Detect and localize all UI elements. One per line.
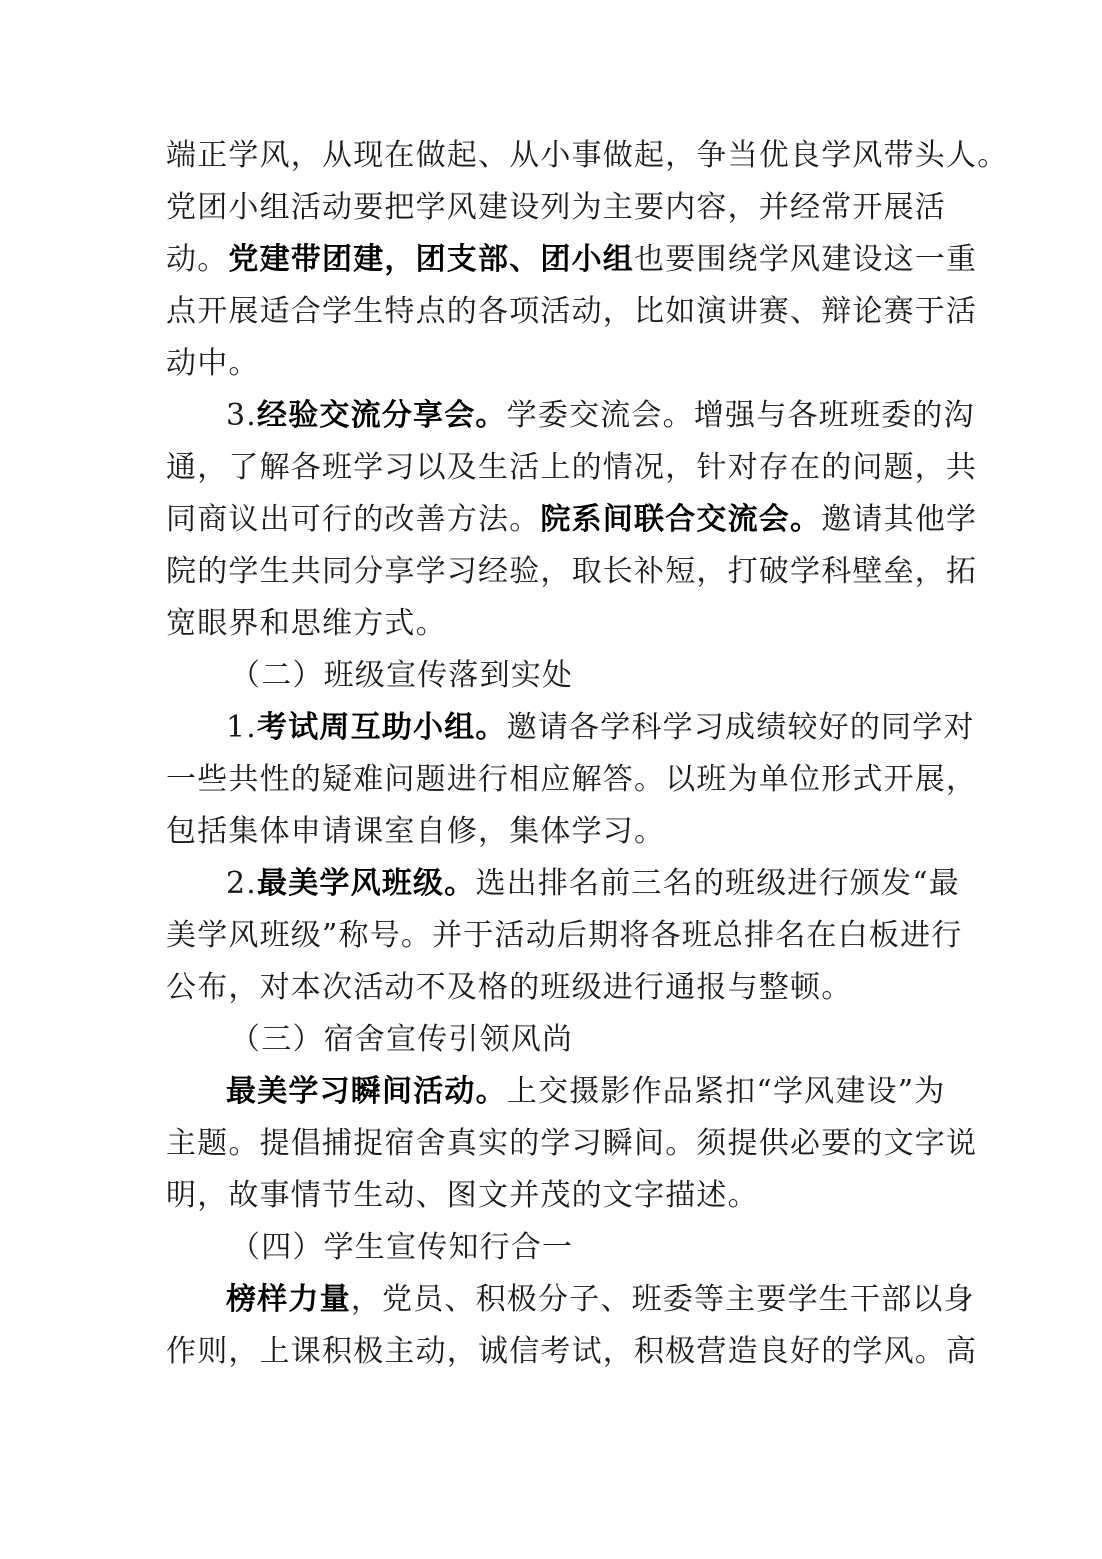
line-text: 邀请各学科学习成绩较好的同学对 — [506, 710, 975, 745]
text-line — [166, 338, 938, 390]
bold-phrase: 考试周互助小组。 — [257, 710, 507, 745]
section-heading — [166, 1222, 938, 1274]
bold-phrase: 最美学风班级。 — [257, 866, 476, 901]
line-text: 选出排名前三名的班级进行颁发“最 — [475, 866, 960, 901]
line-text: 公布，对本次活动不及格的班级进行通报与整顿。 — [166, 970, 853, 1005]
line-text: 同商议出可行的改善方法。 — [166, 502, 541, 537]
line-text: 宽眼界和思维方式。 — [166, 606, 447, 641]
paragraph-first-line — [166, 1274, 975, 1326]
text-line — [166, 754, 978, 806]
line-text: 通，了解各班学习以及生活上的情况，针对存在的问题，共 — [166, 450, 978, 485]
bold-phrase: 最美学习瞬间活动。 — [226, 1074, 507, 1109]
line-text: 院的学生共同分享学习经验，取长补短，打破学科壁垒，拓 — [166, 554, 978, 589]
text-line — [166, 1326, 978, 1378]
document-body — [166, 130, 1009, 1378]
line-text: 也要围绕学风建设这一重 — [634, 242, 978, 277]
line-text: 学委交流会。增强与各班班委的沟 — [506, 398, 975, 433]
line-text: 作则，上课积极主动，诚信考试，积极营造良好的学风。高 — [166, 1334, 978, 1369]
line-text: 包括集体申请课室自修，集体学习。 — [166, 814, 666, 849]
text-line — [166, 494, 978, 546]
text-line — [166, 130, 1009, 182]
section-heading — [166, 650, 938, 702]
paragraph-first-line — [166, 390, 975, 442]
bold-phrase: 榜样力量 — [226, 1282, 351, 1317]
paragraph-first-line — [166, 1066, 946, 1118]
line-text: ，党员、积极分子、班委等主要学生干部以身 — [350, 1282, 975, 1317]
line-text: 邀请其他学 — [821, 502, 978, 537]
heading-text: （三）宿舍宣传引领风尚 — [230, 1022, 574, 1057]
text-line — [166, 962, 938, 1014]
section-heading — [166, 1014, 938, 1066]
text-line — [166, 442, 978, 494]
line-text: 美学风班级”称号。并于活动后期将各班总排名在白板进行 — [166, 918, 963, 953]
line-text: 端正学风，从现在做起、从小事做起，争当优良学风带头人。 — [166, 138, 1009, 173]
line-text: 一些共性的疑难问题进行相应解答。以班为单位形式开展， — [166, 762, 978, 797]
bold-phrase: 经验交流分享会。 — [257, 398, 507, 433]
text-line — [166, 1118, 978, 1170]
line-text: 上交摄影作品紧扣“学风建设”为 — [506, 1074, 946, 1109]
text-line — [166, 234, 978, 286]
line-text: 动中。 — [166, 346, 260, 381]
line-text: 主题。提倡捕捉宿舍真实的学习瞬间。须提供必要的文字说 — [166, 1126, 978, 1161]
paragraph-first-line — [166, 858, 960, 910]
list-number: 2. — [226, 866, 258, 901]
bold-phrase: 院系间联合交流会。 — [540, 502, 822, 537]
text-line — [166, 286, 978, 338]
heading-text: （四）学生宣传知行合一 — [230, 1230, 574, 1265]
paragraph-first-line — [166, 702, 975, 754]
line-text: 党团小组活动要把学风建设列为主要内容，并经常开展活 — [166, 190, 946, 225]
text-line — [166, 546, 978, 598]
line-text: 点开展适合学生特点的各项活动，比如演讲赛、辩论赛于活 — [166, 294, 978, 329]
text-line — [166, 910, 963, 962]
heading-text: （二）班级宣传落到实处 — [230, 658, 574, 693]
list-number: 1. — [226, 710, 258, 745]
list-number: 3. — [226, 398, 258, 433]
line-text: 明，故事情节生动、图文并茂的文字描述。 — [166, 1178, 759, 1213]
text-line — [166, 182, 946, 234]
line-text: 动。 — [166, 242, 229, 277]
text-line — [166, 598, 938, 650]
bold-phrase: 党建带团建，团支部、团小组 — [228, 242, 635, 277]
text-line — [166, 806, 938, 858]
text-line — [166, 1170, 938, 1222]
